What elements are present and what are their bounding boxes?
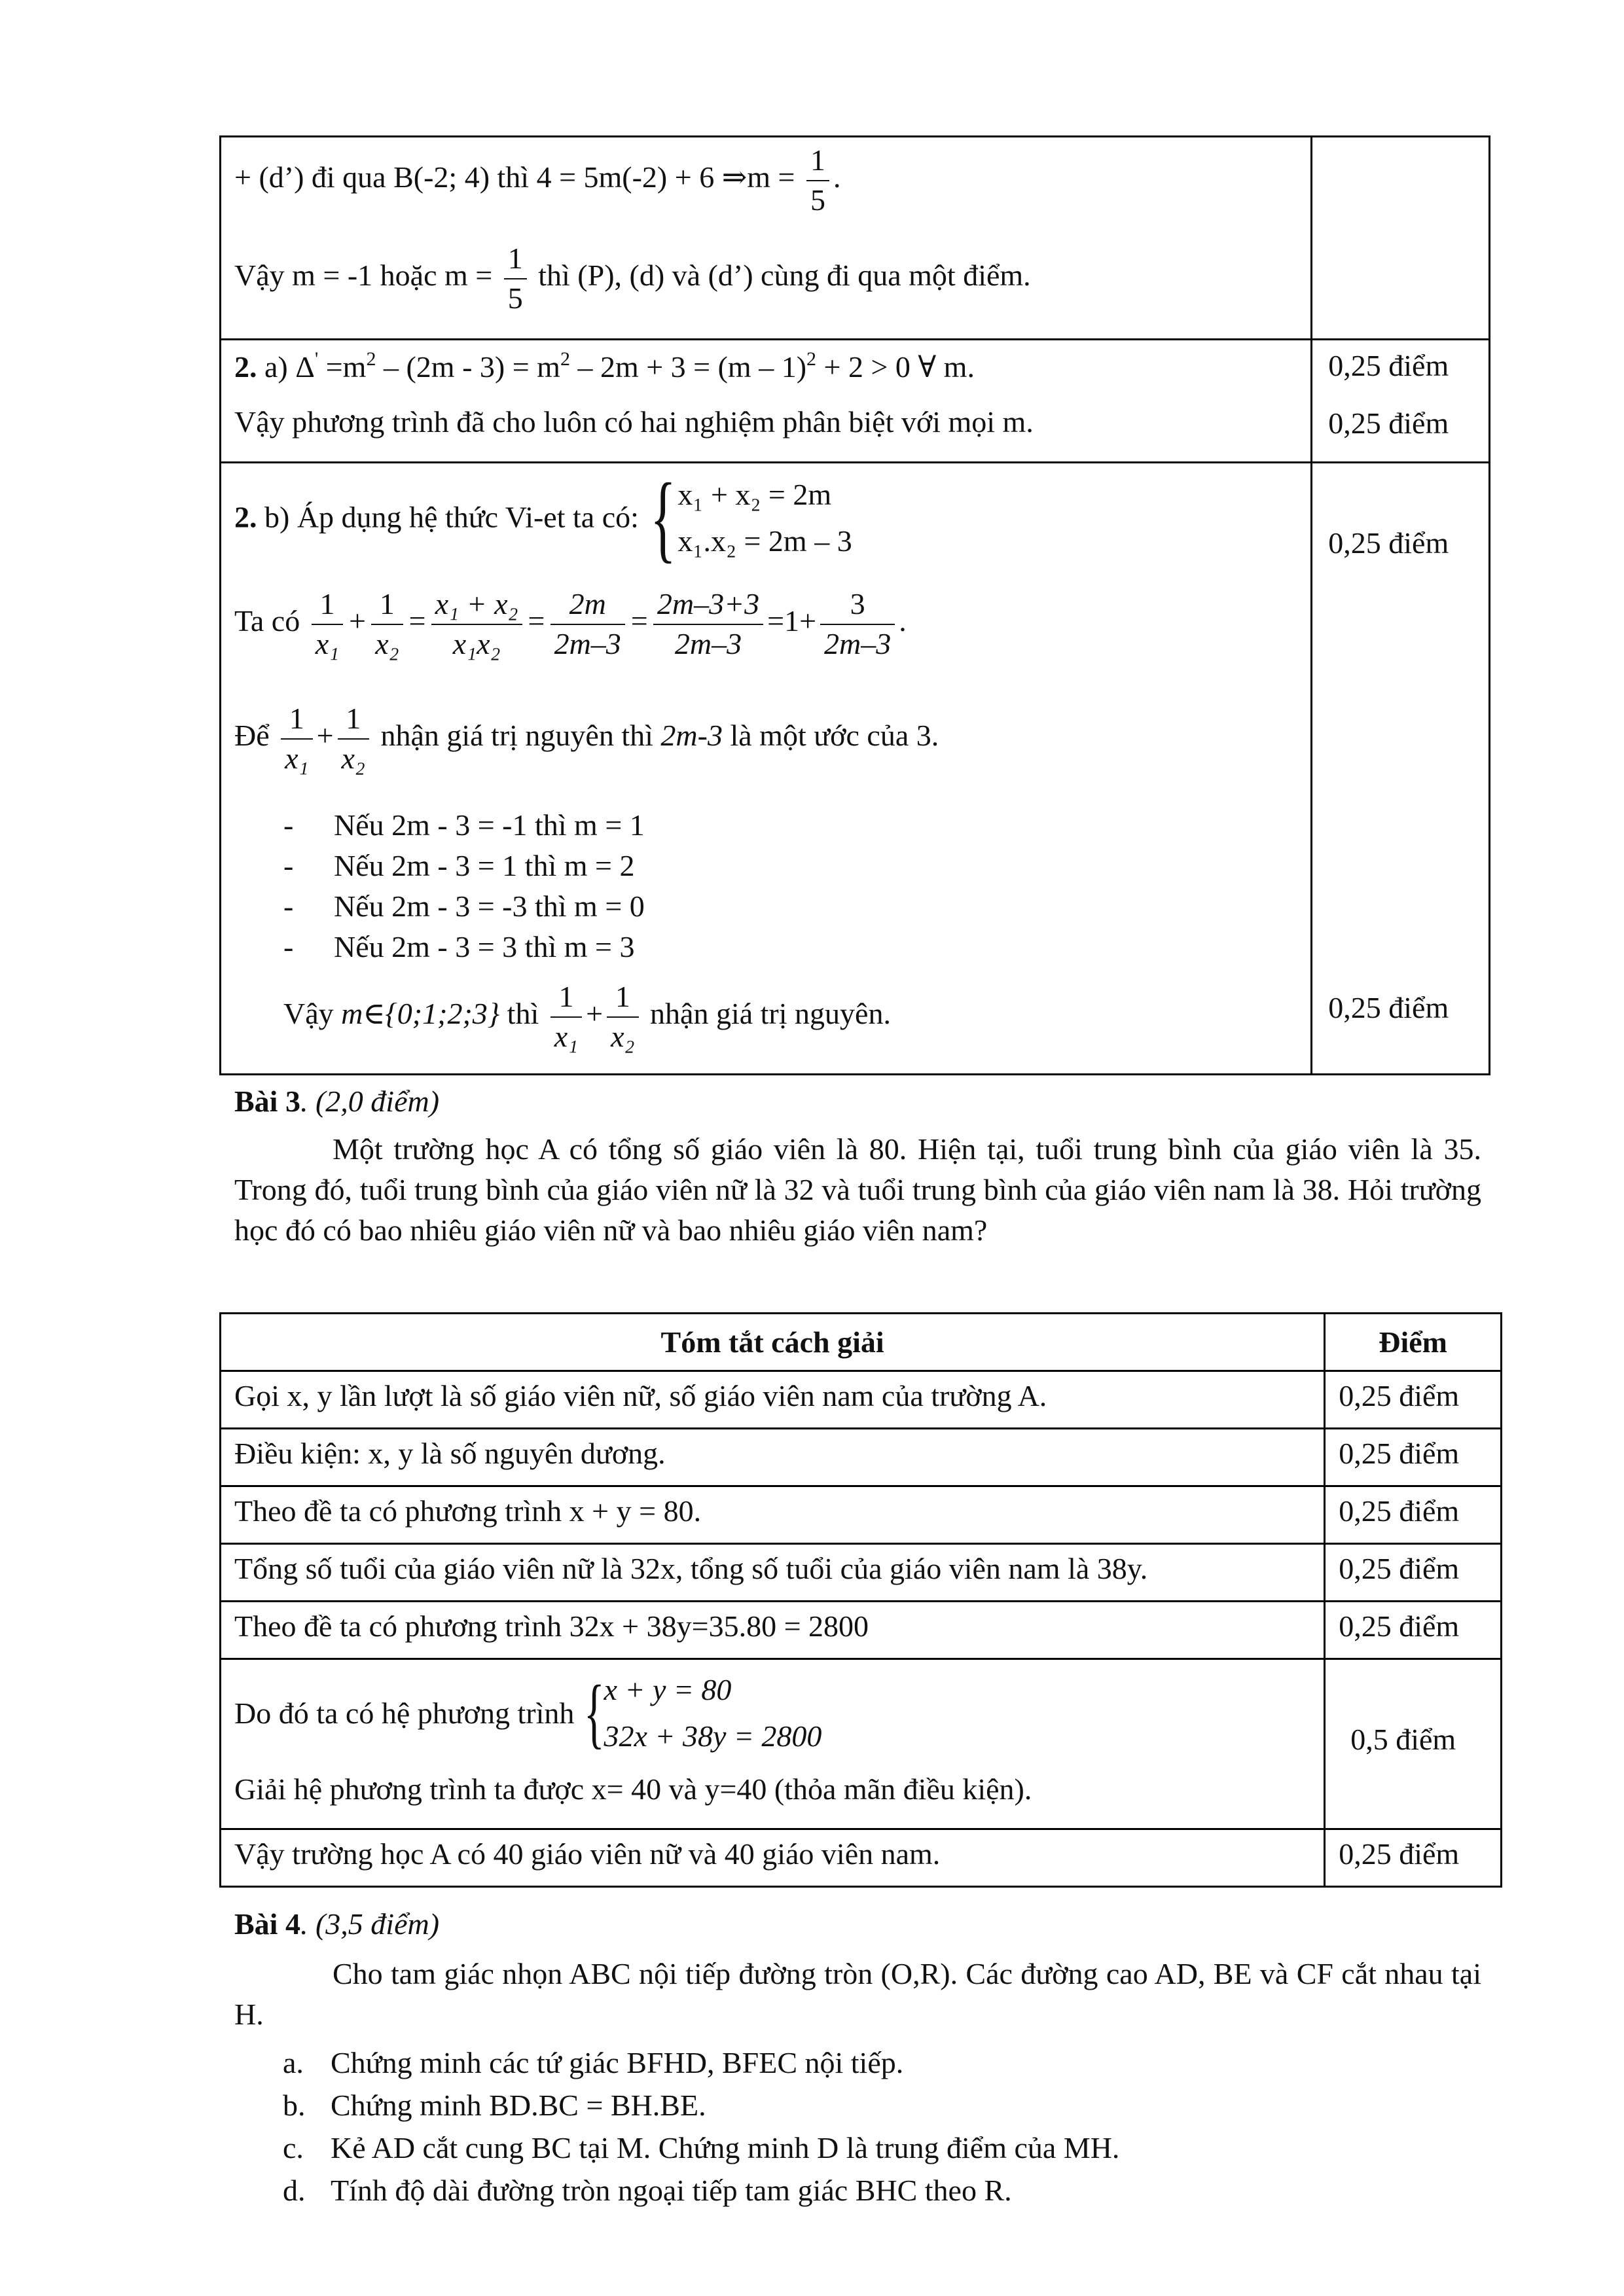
- bai4-item: Kẻ AD cắt cung BC tại M. Chứng minh D là trung điểm của MH.: [331, 2131, 1120, 2164]
- bai4-item: Tính độ dài đường tròn ngoại tiếp tam giác BHC theo R.: [331, 2174, 1012, 2207]
- t2-system-score: 0,5 điểm: [1325, 1659, 1502, 1829]
- t2-concl: Vậy trường học A có 40 giáo viên nữ và 40 giáo viên nam.: [221, 1829, 1325, 1887]
- t2-row: Theo đề ta có phương trình x + y = 80.: [221, 1486, 1325, 1544]
- fraction-one-fifth-2: $\frac{1}{5}$: [504, 242, 527, 315]
- t2-solve-line: Giải hệ phương trình ta được x= 40 và y=40 (thỏa mãn điều kiện).: [234, 1772, 1032, 1806]
- integer-condition-line: Để $\frac{1}{\text{x₁}}$ + $\frac{1}{\text{x₂}}$ nhận giá trị nguyên thì 2m-3 là một ước của 3.: [234, 702, 939, 775]
- sum-inverse-line: Ta có $\frac{1}{\text{x₁}}$ + $\frac{1}{\text{x₂}}$ = $\frac{\text{x₁ + x₂}}{\text{x₁x₂}}$ = $\frac{2m}{2m-3}$ = $\frac{2m-3+3}{2m-3}$ =1+ $\frac{3}{2m-3}$ .: [234, 587, 907, 660]
- case-item-text: Nếu 2m - 3 = 3 thì m = 3: [334, 930, 635, 963]
- t1-row2-line1: 2. a) $\Delta' =m^2 - (2m - 3) = m^2 - 2m + 3 = (m - 1)^2 + 2 > 0$ ∀ m.: [234, 348, 975, 384]
- frac-2m: $\frac{2m}{2m-3}$: [550, 588, 625, 660]
- conclusion-line: Vậy m∈{0;1;2;3} thì $\frac{1}{\text{x₁}}$ + $\frac{1}{\text{x₂}}$ nhận giá trị nguyên.: [283, 980, 891, 1053]
- t1-row1-right: [1312, 137, 1490, 340]
- bai4-paragraph: Cho tam giác nhọn ABC nội tiếp đường tròn (O,R). Các đường cao AD, BE và CF cắt nhau tại H.: [234, 1957, 1481, 2031]
- bai3-heading: Bài 3. (2,0 điểm): [234, 1085, 440, 1118]
- t2-head-right: Điểm: [1325, 1314, 1502, 1371]
- t1-row3-right: [1312, 463, 1490, 1075]
- vieta-line: 2. b) Áp dụng hệ thức Vi-et ta có: {x₁ + x₂ = 2m x₁.x₂ = 2m – 3: [234, 463, 852, 572]
- t2-concl-score: 0,25 điểm: [1325, 1829, 1502, 1887]
- t1-row2-score2: 0,25 điểm: [1328, 406, 1449, 440]
- t2-row: Điều kiện: x, y là số nguyên dương.: [221, 1429, 1325, 1486]
- frac-1-x1: $\frac{1}{\text{x₁}}$: [312, 588, 343, 660]
- t1-row1-line1: + (d’) đi qua B(-2; 4) thì 4 = 5m(-2) + 6 ⇒m = $\frac{1}{5}$ .: [234, 143, 841, 217]
- fraction-one-fifth: $\frac{1}{5}$: [806, 144, 829, 217]
- frac-3: $\frac{3}{2m-3}$: [820, 588, 895, 660]
- brace-icon: {: [583, 1669, 605, 1757]
- t1-row1-line2: Vậy m = -1 hoặc m = $\frac{1}{5}$ thì (P), (d) và (d’) cùng đi qua một điểm.: [234, 242, 1031, 315]
- t1-row3-score1: 0,25 điểm: [1328, 526, 1449, 560]
- case-item: -: [283, 930, 294, 963]
- case-item-text: Nếu 2m - 3 = -1 thì m = 1: [334, 808, 645, 842]
- t1-row3-score2: 0,25 điểm: [1328, 991, 1449, 1024]
- case-item: -: [283, 808, 294, 842]
- bai3-paragraph: Một trường học A có tổng số giáo viên là 80. Hiện tại, tuổi trung bình của giáo viên là 35. Trong đó, tuổi trung bình của giáo viên nữ là 32 và tuổi trung bình của giáo viên nam là 38. Hỏi trường học đó có bao nhiêu giáo viên nữ và bao nhiêu giáo viên nam?: [234, 1132, 1481, 1247]
- t2-score: 0,25 điểm: [1325, 1544, 1502, 1602]
- t2-row: Theo đề ta có phương trình 32x + 38y=35.80 = 2800: [221, 1602, 1325, 1659]
- solution-table-1: [219, 135, 1490, 1075]
- t1-row3-left: [221, 463, 1312, 1075]
- frac-1-x1-c: $\frac{1}{\text{x₁}}$: [550, 980, 582, 1053]
- t2-row: Gọi x, y lần lượt là số giáo viên nữ, số giáo viên nam của trường A.: [221, 1371, 1325, 1429]
- frac-1-x2-b: $\frac{1}{\text{x₂}}$: [338, 702, 369, 775]
- t2-score: 0,25 điểm: [1325, 1371, 1502, 1429]
- case-item: -: [283, 889, 294, 923]
- frac-1-x2-c: $\frac{1}{\text{x₂}}$: [607, 980, 638, 1053]
- vieta-system: x₁ + x₂ = 2m x₁.x₂ = 2m – 3: [677, 477, 852, 558]
- t2-score: 0,25 điểm: [1325, 1486, 1502, 1544]
- solution-table-2: [219, 1312, 1502, 1888]
- t2-head-left: Tóm tắt cách giải: [221, 1314, 1325, 1371]
- t2-system-line: Do đó ta có hệ phương trình {x + y = 80 32x + 38y = 2800: [234, 1666, 1310, 1760]
- t1-row2-left: [221, 340, 1312, 463]
- bai4-item: Chứng minh các tứ giác BFHD, BFEC nội tiếp.: [331, 2046, 904, 2079]
- t1-row2-right: [1312, 340, 1490, 463]
- bai4-item-mark: d.: [283, 2174, 306, 2207]
- t2-system-cell: [221, 1659, 1325, 1829]
- t2-system: x + y = 80 32x + 38y = 2800: [604, 1673, 822, 1753]
- bai4-item-mark: b.: [283, 2089, 306, 2122]
- t1-row2-line2: Vậy phương trình đã cho luôn có hai nghiệm phân biệt với mọi m.: [234, 405, 1034, 439]
- t1-row2-score1: 0,25 điểm: [1328, 349, 1449, 382]
- brace-icon: {: [650, 463, 677, 572]
- case-item-text: Nếu 2m - 3 = 1 thì m = 2: [334, 849, 635, 882]
- bai4-item-mark: a.: [283, 2046, 304, 2079]
- case-item-text: Nếu 2m - 3 = -3 thì m = 0: [334, 889, 645, 923]
- case-item: -: [283, 849, 294, 882]
- t1-row1-left: [221, 137, 1312, 340]
- frac-2m33: $\frac{2m-3+3}{2m-3}$: [653, 588, 763, 660]
- t2-score: 0,25 điểm: [1325, 1429, 1502, 1486]
- frac-sum-prod: $\frac{\text{x₁ + x₂}}{\text{x₁x₂}}$: [431, 588, 522, 660]
- frac-1-x2: $\frac{1}{\text{x₂}}$: [371, 588, 403, 660]
- t2-row: Tổng số tuổi của giáo viên nữ là 32x, tổng số tuổi của giáo viên nam là 38y.: [221, 1544, 1325, 1602]
- bai4-item-mark: c.: [283, 2131, 304, 2164]
- t2-score: 0,25 điểm: [1325, 1602, 1502, 1659]
- frac-1-x1-b: $\frac{1}{\text{x₁}}$: [281, 702, 312, 775]
- bai4-heading: Bài 4. (3,5 điểm): [234, 1907, 440, 1941]
- bai4-item: Chứng minh BD.BC = BH.BE.: [331, 2089, 706, 2122]
